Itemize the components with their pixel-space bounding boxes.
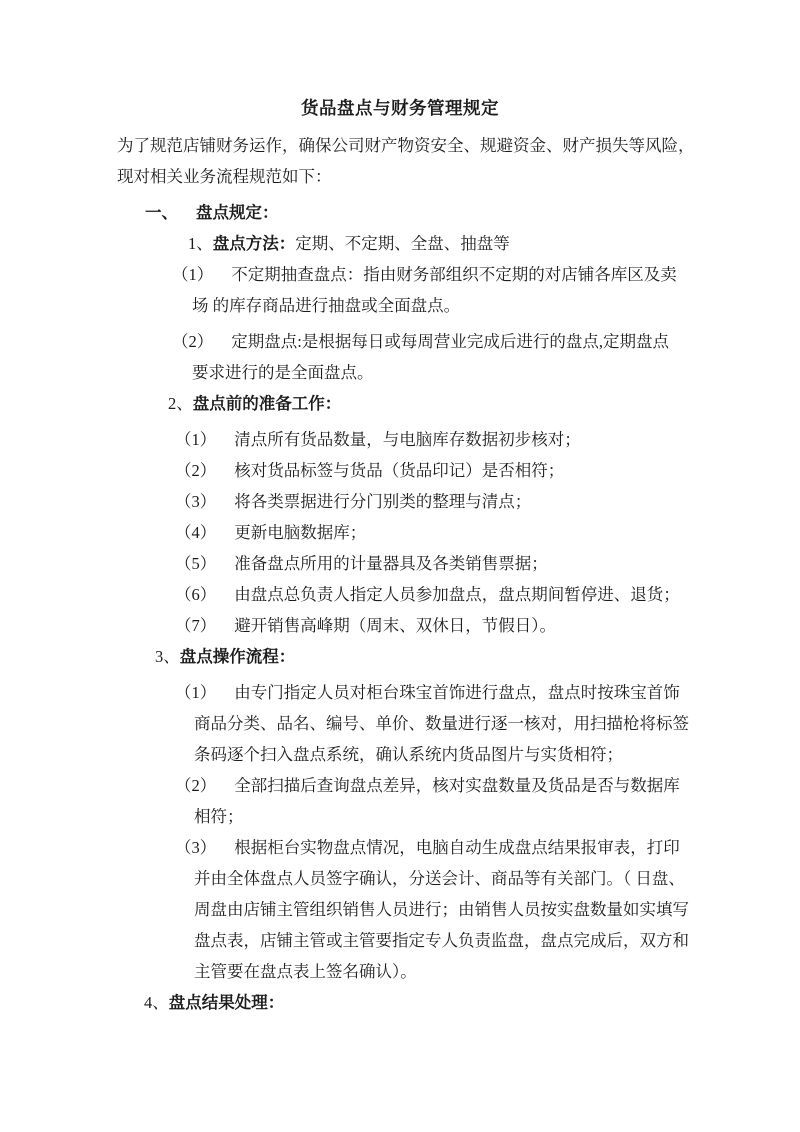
list-item-continuation <box>194 894 692 925</box>
text-segment: （3） <box>175 492 217 511</box>
list-item-continuation <box>194 739 692 770</box>
text-segment: 要求进行的是全面盘点。 <box>192 363 374 382</box>
intro-line-1 <box>117 130 695 161</box>
list-item-continuation <box>194 863 692 894</box>
document-body <box>117 130 695 1018</box>
section-1-3-heading <box>155 641 692 672</box>
text-segment: 2、 <box>168 394 193 413</box>
text-segment: 场 的库存商品进行抽盘或全面盘点。 <box>192 296 461 315</box>
text-segment: 周盘由店铺主管组织销售人员进行；由销售人员按实盘数量如实填写 <box>194 900 689 919</box>
text-segment: 定期盘点:是根据每日或每周营业完成后进行的盘点,定期盘点 <box>231 332 669 351</box>
document-title: 货品盘点与财务管理规定 <box>301 98 499 118</box>
text-segment: （2） <box>175 461 217 480</box>
list-item <box>175 770 692 801</box>
text-segment: 避开销售高峰期（周末、双休日，节假日）。 <box>234 616 556 635</box>
bold-text-segment: 盘点结果处理： <box>168 993 285 1012</box>
text-segment: 更新电脑数据库； <box>234 523 367 542</box>
text-segment: （4） <box>175 523 217 542</box>
text-segment: 核对货品标签与货品（货品印记）是否相符； <box>234 461 565 480</box>
intro-line-2 <box>117 161 692 192</box>
text-segment: 定期、不定期、全盘、抽盘等 <box>295 234 510 253</box>
list-item <box>175 610 692 641</box>
text-segment: （7） <box>175 616 217 635</box>
section-1-2-heading <box>168 388 692 419</box>
text-segment: 将各类票据进行分门别类的整理与清点； <box>234 492 532 511</box>
list-item <box>175 486 692 517</box>
bold-text-segment: 盘点操作流程： <box>179 647 296 666</box>
list-item-continuation <box>192 290 692 321</box>
list-item <box>175 424 692 455</box>
list-item <box>175 832 692 863</box>
text-segment: 为了规范店铺财务运作，确保公司财产物资安全、规避资金、财产损失等风险， <box>117 136 695 155</box>
text-segment: 并由全体盘点人员签字确认，分送会计、商品等有关部门。（ 日盘、 <box>194 869 685 888</box>
text-segment: 商品分类、品名、编号、单价、数量进行逐一核对，用扫描枪将标签 <box>194 714 689 733</box>
text-segment: 1、 <box>188 234 213 253</box>
text-segment: （6） <box>175 585 217 604</box>
text-segment: 由专门指定人员对柜台珠宝首饰进行盘点，盘点时按珠宝首饰 <box>234 683 680 702</box>
text-segment: （5） <box>175 554 217 573</box>
bold-text-segment: 盘点规定： <box>196 203 279 222</box>
text-segment: （1） <box>175 683 217 702</box>
text-segment: （1） <box>172 265 214 284</box>
text-segment: 现对相关业务流程规范如下： <box>117 167 332 186</box>
text-segment: 不定期抽查盘点：指由财务部组织不定期的对店铺各库区及卖 <box>231 265 677 284</box>
list-item-continuation <box>194 956 692 987</box>
list-item <box>175 455 692 486</box>
list-item <box>172 326 692 357</box>
text-segment: 根据柜台实物盘点情况，电脑自动生成盘点结果报审表，打印 <box>234 838 680 857</box>
list-item-continuation <box>192 357 692 388</box>
text-segment: 准备盘点所用的计量器具及各类销售票据； <box>234 554 548 573</box>
text-segment: 由盘点总负责人指定人员参加盘点，盘点期间暂停进、退货； <box>234 585 680 604</box>
text-segment: 4、 <box>144 993 169 1012</box>
section-1-heading <box>145 197 692 228</box>
text-segment: 盘点表，店铺主管或主管要指定专人负责监盘，盘点完成后，双方和 <box>194 931 689 950</box>
text-segment: 全部扫描后查询盘点差异，核对实盘数量及货品是否与数据库 <box>234 776 680 795</box>
text-segment: （1） <box>175 430 217 449</box>
list-item <box>175 548 692 579</box>
text-segment: 清点所有货品数量，与电脑库存数据初步核对； <box>234 430 581 449</box>
list-item <box>175 579 692 610</box>
list-item <box>172 259 692 290</box>
bold-text-segment: 一、 <box>145 203 178 222</box>
list-item <box>175 677 692 708</box>
list-item-continuation <box>194 801 692 832</box>
list-item-continuation <box>194 925 692 956</box>
list-item <box>175 517 692 548</box>
section-1-4-heading <box>144 987 692 1018</box>
text-segment: 主管要在盘点表上签名确认）。 <box>194 962 417 981</box>
section-1-1-heading <box>188 228 692 259</box>
text-segment: （2） <box>175 776 217 795</box>
text-segment: 相符； <box>194 807 244 826</box>
list-item-continuation <box>194 708 692 739</box>
text-segment: 条码逐个扫入盘点系统，确认系统内货品图片与实货相符； <box>194 745 623 764</box>
bold-text-segment: 盘点前的准备工作： <box>192 394 342 413</box>
text-segment: 3、 <box>155 647 180 666</box>
text-segment: （3） <box>175 838 217 857</box>
bold-text-segment: 盘点方法： <box>212 234 296 253</box>
text-segment: （2） <box>172 332 214 351</box>
